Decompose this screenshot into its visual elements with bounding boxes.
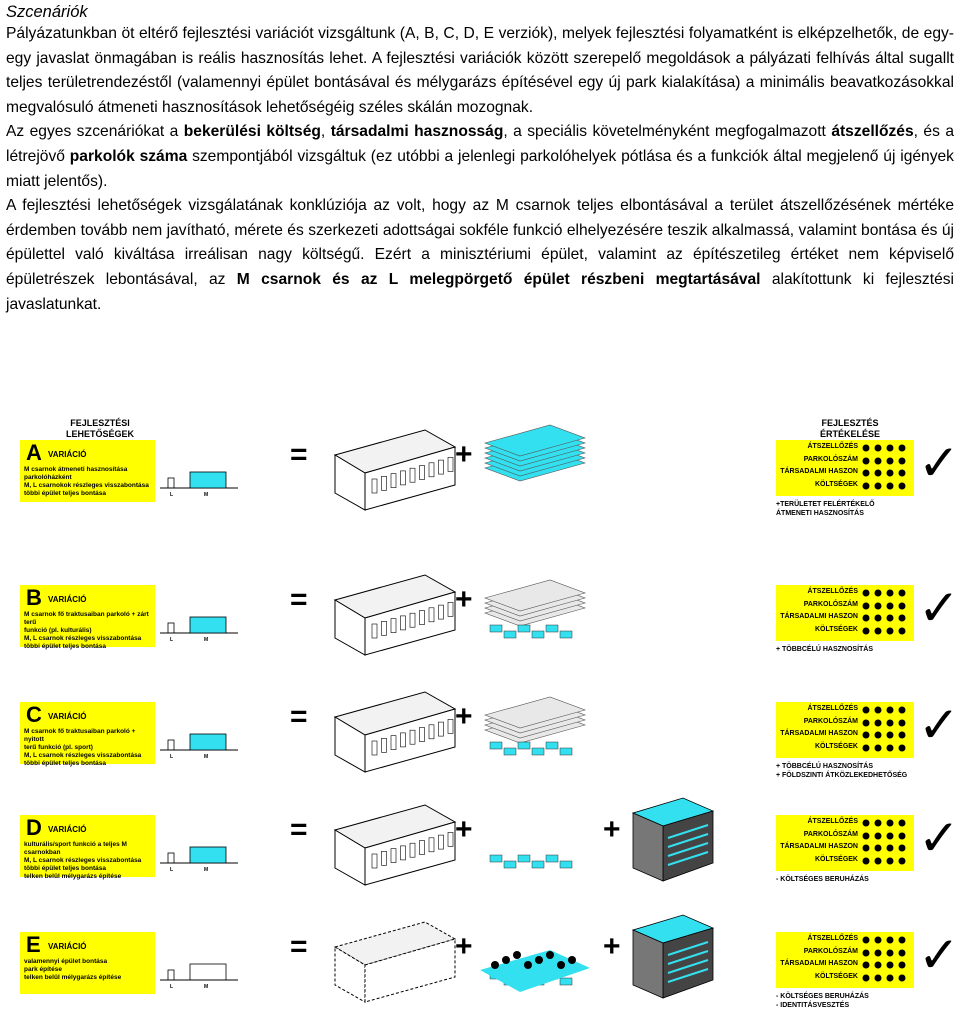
rating-icon [863, 627, 870, 634]
rating-icon [863, 707, 870, 714]
function-block [546, 625, 558, 632]
rating-icon [863, 470, 870, 477]
rating-icon [875, 457, 882, 464]
rating-icon [875, 482, 882, 489]
function-block [560, 748, 572, 755]
building-m [190, 734, 226, 750]
criterion-icons [861, 456, 911, 466]
criterion-label: ÁTSZELLŐZÉS [807, 818, 858, 825]
evaluation-note: +TERÜLETET FELÉRTÉKELŐ [776, 501, 875, 508]
function-block [560, 631, 572, 638]
site-label: L [170, 984, 174, 990]
function-block [490, 855, 502, 862]
scenario-description [24, 841, 154, 881]
description-line: valamennyi épület bontása [24, 958, 108, 965]
rating-icon [875, 974, 882, 981]
check-mark: ✓ [918, 579, 960, 637]
rating-icon [887, 707, 894, 714]
description-line: telken belül mélygarázs építése [24, 873, 122, 880]
rating-icon [899, 470, 906, 477]
criterion-icons [861, 818, 911, 828]
underground-garage [628, 793, 718, 888]
underground-garage [628, 910, 718, 1005]
plus-sign: + [455, 700, 473, 733]
rating-icon [899, 744, 906, 751]
rating-icon [863, 482, 870, 489]
criterion-label: ÁTSZELLŐZÉS [807, 705, 858, 712]
rating-icon [875, 615, 882, 622]
text-run: , és a létrejövő [6, 123, 954, 165]
site-section-diagram [160, 833, 240, 873]
description-line: parkolóházként [24, 474, 72, 481]
rating-icon [863, 820, 870, 827]
function-components [480, 563, 590, 653]
criterion-label: PARKOLÓSZÁM [803, 947, 858, 955]
evaluation-box [776, 932, 914, 988]
rating-icon [863, 719, 870, 726]
rating-icon [887, 627, 894, 634]
equals-sign: = [290, 930, 308, 963]
rating-icon [863, 949, 870, 956]
equals-sign: = [290, 813, 308, 846]
variacio-label: VARIÁCIÓ [48, 825, 87, 834]
site-label: L [170, 867, 174, 873]
function-block [490, 625, 502, 632]
site-label: M [204, 637, 209, 643]
rating-icon [863, 857, 870, 864]
text-run: Az egyes szcenáriókat a [6, 123, 184, 141]
scenario-description-box [20, 702, 155, 767]
criterion-label: TÁRSADALMI HASZON [780, 730, 858, 737]
criterion-icons [861, 481, 911, 491]
description-line: többi épület teljes bontása [24, 865, 106, 872]
description-line: többi épület teljes bontása [24, 760, 106, 767]
function-components [480, 418, 590, 508]
tree [535, 956, 543, 964]
rating-icon [899, 707, 906, 714]
plus-sign: + [455, 583, 473, 616]
criterion-label: TÁRSADALMI HASZON [780, 613, 858, 620]
rating-icon [887, 962, 894, 969]
rating-icon [887, 457, 894, 464]
evaluation-notes [776, 875, 946, 884]
description-line: többi épület teljes bontása [24, 490, 106, 497]
rating-icon [875, 832, 882, 839]
criterion-icons [861, 843, 911, 853]
criterion-icons [861, 443, 911, 453]
rating-icon [899, 974, 906, 981]
criterion-icons [861, 705, 911, 715]
rating-icon [887, 590, 894, 597]
rating-icon [899, 820, 906, 827]
scenario-letter: D [26, 815, 42, 840]
criterion-icons [861, 973, 911, 983]
rating-icon [863, 937, 870, 944]
rating-icon [863, 457, 870, 464]
rating-icon [887, 470, 894, 477]
criterion-label: ÁTSZELLŐZÉS [807, 443, 858, 450]
text-section [6, 2, 954, 317]
description-line: M csarnok átmeneti hasznosítása [24, 466, 128, 473]
site-label: L [170, 492, 174, 498]
scenario-row-c [0, 672, 960, 782]
plus-sign: + [455, 813, 473, 846]
rating-icon [887, 719, 894, 726]
building-m [190, 964, 226, 980]
building-isometric [330, 415, 460, 515]
rating-icon [899, 719, 906, 726]
building-l [168, 970, 174, 980]
building-l [168, 853, 174, 863]
building-l [168, 478, 174, 488]
text-run: Pályázatunkban öt eltérő fejlesztési variációt vizsgáltunk (A, B, C, D, E verziók), melyek fejlesztési folyamatként is elképzelhetők, de egy-egy javaslat önmagában is reális hasznosítás lehet. A fejlesztési variációk között szerepelő megoldások a pályázati felhívás által sugallt teljes területrendezéstől (valamennyi épület bontásával és mélygarázs építésével egy új park kialakítása) a minimális beavatkozásokkal megvalósuló átmeneti hasznosítások lehetőségéig széles skálán mozognak. [6, 25, 954, 116]
rating-icon [863, 962, 870, 969]
site-label: M [204, 984, 209, 990]
building-isometric [330, 790, 460, 890]
evaluation-notes [776, 992, 946, 1010]
evaluation-note: - IDENTITÁSVESZTÉS [776, 1002, 850, 1009]
function-block [518, 742, 530, 749]
evaluation-box [776, 585, 914, 641]
rating-icon [899, 457, 906, 464]
function-block [518, 625, 530, 632]
rating-icon [899, 445, 906, 452]
section-heading: Szcenáriók [6, 3, 88, 21]
evaluation-note: - KÖLTSÉGES BERUHÁZÁS [776, 876, 869, 883]
criterion-label: KÖLTSÉGEK [814, 480, 858, 488]
rating-icon [887, 744, 894, 751]
paragraph-2 [6, 120, 954, 194]
rating-icon [875, 744, 882, 751]
scenario-letter: C [26, 702, 42, 727]
scenario-description [24, 728, 154, 768]
criterion-icons [861, 960, 911, 970]
function-block [532, 748, 544, 755]
rating-icon [887, 445, 894, 452]
rating-icon [863, 445, 870, 452]
equals-sign: = [290, 700, 308, 733]
rating-icon [875, 707, 882, 714]
criterion-label: ÁTSZELLŐZÉS [807, 588, 858, 595]
site-section-diagram [160, 720, 240, 760]
variacio-label: VARIÁCIÓ [48, 942, 87, 951]
tree [491, 961, 499, 969]
criterion-icons [861, 948, 911, 958]
description-line: M, L csarnok részleges visszabontása [24, 635, 142, 642]
left-header-line: FEJLESZTÉSI [70, 418, 130, 428]
paragraph-1 [6, 22, 954, 120]
text-run: , [320, 123, 331, 141]
text-run: szempontjából vizsgáltuk (ez utóbbi a jelenlegi parkolóhelyek pótlása és a funkciók által megjelenő új igények miatt jelentős). [6, 147, 954, 190]
rating-icon [875, 857, 882, 864]
evaluation-notes [776, 500, 946, 518]
building-l [168, 623, 174, 633]
criterion-label: KÖLTSÉGEK [814, 855, 858, 863]
rating-icon [899, 857, 906, 864]
function-block [560, 978, 572, 985]
rating-icon [875, 845, 882, 852]
site-section-diagram [160, 458, 240, 498]
tree [546, 951, 554, 959]
description-line: park építése [24, 966, 62, 973]
evaluation-note: ÁTMENETI HASZNOSÍTÁS [776, 510, 864, 517]
scenario-row-d [0, 785, 960, 895]
scenario-description [24, 958, 154, 982]
rating-icon [863, 732, 870, 739]
description-line: funkció (pl. kulturális) [24, 627, 92, 634]
function-block [532, 861, 544, 868]
equals-sign: = [290, 583, 308, 616]
variacio-label: VARIÁCIÓ [48, 595, 87, 604]
criterion-label: ÁTSZELLŐZÉS [807, 935, 858, 942]
rating-icon [899, 962, 906, 969]
rating-icon [899, 949, 906, 956]
bold-term: társadalmi hasznosság [330, 123, 504, 141]
bold-term: bekerülési költség [183, 123, 321, 141]
criterion-label: PARKOLÓSZÁM [803, 455, 858, 463]
criterion-label: KÖLTSÉGEK [814, 742, 858, 750]
text-run: A fejlesztési lehetőségek vizsgálatának konklúziója az volt, hogy az M csarnok teljes elbontásával a terület átszellőzésének mértéke érdemben tovább nem javítható, mérete és szerkezeti adottságai sokféle funkció elhelyezésére teszik alkalmassá, valamint bontása és új épülettel való kiváltása irreálisan nagy költségű. Ezért a minisztériumi épület, valamint az építészetileg értéket nem képviselő épületrészek lebontásával, az [6, 197, 954, 288]
scenario-row-e [0, 902, 960, 1012]
criterion-icons [861, 730, 911, 740]
rating-icon [875, 470, 882, 477]
criterion-label: TÁRSADALMI HASZON [780, 468, 858, 475]
rating-icon [887, 832, 894, 839]
description-line: M csarnok fő traktusaiban parkoló + zárt terű [24, 611, 149, 626]
function-components [480, 793, 590, 883]
rating-icon [875, 937, 882, 944]
criterion-icons [861, 831, 911, 841]
scenario-description-box [20, 932, 155, 994]
site-section-diagram [160, 603, 240, 643]
scenario-description-box [20, 440, 155, 502]
rating-icon [875, 732, 882, 739]
rating-icon [887, 937, 894, 944]
site-label: M [204, 754, 209, 760]
criterion-label: KÖLTSÉGEK [814, 972, 858, 980]
rating-icon [887, 857, 894, 864]
criterion-icons [861, 613, 911, 623]
description-line: M csarnok fő traktusaiban parkoló + nyitott [24, 728, 136, 743]
rating-icon [863, 832, 870, 839]
scenario-letter: E [26, 932, 41, 957]
variacio-label: VARIÁCIÓ [48, 450, 87, 459]
evaluation-note: + TÖBBCÉLÚ HASZNOSÍTÁS [776, 646, 874, 653]
tree [502, 956, 510, 964]
variacio-label: VARIÁCIÓ [48, 712, 87, 721]
plus-sign: + [455, 930, 473, 963]
bold-term: M csarnok és az L melegpörgető épület részbeni megtartásával [236, 270, 761, 288]
evaluation-box [776, 815, 914, 871]
building-isometric [330, 560, 460, 660]
check-mark: ✓ [918, 809, 960, 867]
rating-icon [875, 719, 882, 726]
rating-icon [887, 845, 894, 852]
rating-icon [875, 590, 882, 597]
bold-term: parkolók száma [69, 147, 188, 165]
rating-icon [887, 820, 894, 827]
rating-icon [863, 974, 870, 981]
criterion-icons [861, 718, 911, 728]
site-section-diagram [160, 950, 240, 990]
function-block [504, 631, 516, 638]
description-line: M, L csarnok részleges visszabontása [24, 857, 142, 864]
rating-icon [875, 602, 882, 609]
criterion-icons [861, 935, 911, 945]
building-m [190, 617, 226, 633]
plus-sign: + [603, 930, 621, 963]
bold-term: átszellőzés [831, 123, 914, 141]
evaluation-notes [776, 762, 946, 780]
function-block [560, 861, 572, 868]
criterion-icons [861, 588, 911, 598]
description-line: M, L csarnok részleges visszabontása [24, 752, 142, 759]
criterion-label: TÁRSADALMI HASZON [780, 960, 858, 967]
rating-icon [899, 732, 906, 739]
rating-icon [875, 820, 882, 827]
rating-icon [863, 845, 870, 852]
evaluation-box [776, 440, 914, 496]
evaluation-note: + TÖBBCÉLÚ HASZNOSÍTÁS [776, 763, 874, 770]
tree [524, 961, 532, 969]
rating-icon [899, 602, 906, 609]
scenario-row-a [0, 410, 960, 520]
scenario-row-b [0, 555, 960, 665]
building-isometric [330, 907, 460, 1007]
rating-icon [899, 590, 906, 597]
check-mark: ✓ [918, 696, 960, 754]
text-run: alakítottunk ki fejlesztési javaslatunkat. [6, 270, 954, 313]
rating-icon [899, 832, 906, 839]
function-components [480, 680, 590, 770]
site-label: M [204, 867, 209, 873]
criterion-icons [861, 856, 911, 866]
criterion-icons [861, 468, 911, 478]
evaluation-note: + FÖLDSZINTI ÁTKÖZLEKEDHETŐSÉG [776, 772, 908, 779]
rating-icon [899, 845, 906, 852]
scenario-letter: B [26, 585, 42, 610]
rating-icon [875, 962, 882, 969]
rating-icon [875, 445, 882, 452]
site-label: L [170, 754, 174, 760]
rating-icon [887, 482, 894, 489]
rating-icon [887, 602, 894, 609]
criterion-icons [861, 743, 911, 753]
scenario-description-box [20, 585, 155, 650]
building-m [190, 472, 226, 488]
rating-icon [863, 590, 870, 597]
scenario-figure [0, 410, 960, 1009]
rating-icon [899, 937, 906, 944]
rating-icon [887, 949, 894, 956]
evaluation-notes [776, 645, 946, 654]
criterion-label: PARKOLÓSZÁM [803, 830, 858, 838]
criterion-icons [861, 601, 911, 611]
criterion-label: PARKOLÓSZÁM [803, 600, 858, 608]
tree [568, 956, 576, 964]
function-block [546, 742, 558, 749]
plus-sign: + [603, 813, 621, 846]
rating-icon [887, 732, 894, 739]
rating-icon [887, 615, 894, 622]
function-block [490, 742, 502, 749]
rating-icon [875, 627, 882, 634]
function-block [504, 748, 516, 755]
criterion-label: TÁRSADALMI HASZON [780, 843, 858, 850]
right-header-line: FEJLESZTÉS [821, 418, 879, 428]
scenario-description-box [20, 815, 155, 880]
criterion-label: PARKOLÓSZÁM [803, 717, 858, 725]
description-line: többi épület teljes bontása [24, 643, 106, 650]
paragraph-3 [6, 194, 954, 317]
description-line: telken belül mélygarázs építése [24, 974, 122, 981]
check-mark: ✓ [918, 434, 960, 492]
building-m [190, 847, 226, 863]
criterion-icons [861, 626, 911, 636]
function-components [480, 910, 590, 1000]
tree [557, 961, 565, 969]
rating-icon [899, 627, 906, 634]
equals-sign: = [290, 438, 308, 471]
check-mark: ✓ [918, 926, 960, 984]
rating-icon [887, 974, 894, 981]
evaluation-box [776, 702, 914, 758]
rating-icon [899, 615, 906, 622]
function-block [504, 861, 516, 868]
left-header-line: LEHETŐSÉGEK [65, 429, 134, 439]
building-isometric [330, 677, 460, 777]
evaluation-note: - KÖLTSÉGES BERUHÁZÁS [776, 993, 869, 1000]
building-l [168, 740, 174, 750]
description-line: M, L csarnokok részleges visszabontása [24, 482, 149, 489]
tree [513, 951, 521, 959]
scenario-letter: A [26, 440, 42, 465]
scenario-description [24, 466, 154, 498]
function-block [532, 631, 544, 638]
rating-icon [863, 744, 870, 751]
site-label: L [170, 637, 174, 643]
plus-sign: + [455, 438, 473, 471]
description-line: kulturális/sport funkció a teljes M csarnokban [24, 841, 127, 856]
scenario-description [24, 611, 154, 651]
description-line: terű funkció (pl. sport) [24, 744, 93, 751]
rating-icon [863, 615, 870, 622]
rating-icon [863, 602, 870, 609]
function-block [546, 855, 558, 862]
rating-icon [875, 949, 882, 956]
site-label: M [204, 492, 209, 498]
text-run: , a speciális követelményként megfogalmazott [503, 123, 832, 141]
function-block [518, 855, 530, 862]
right-header-line: ÉRTÉKELÉSE [819, 429, 880, 439]
criterion-label: KÖLTSÉGEK [814, 625, 858, 633]
rating-icon [899, 482, 906, 489]
